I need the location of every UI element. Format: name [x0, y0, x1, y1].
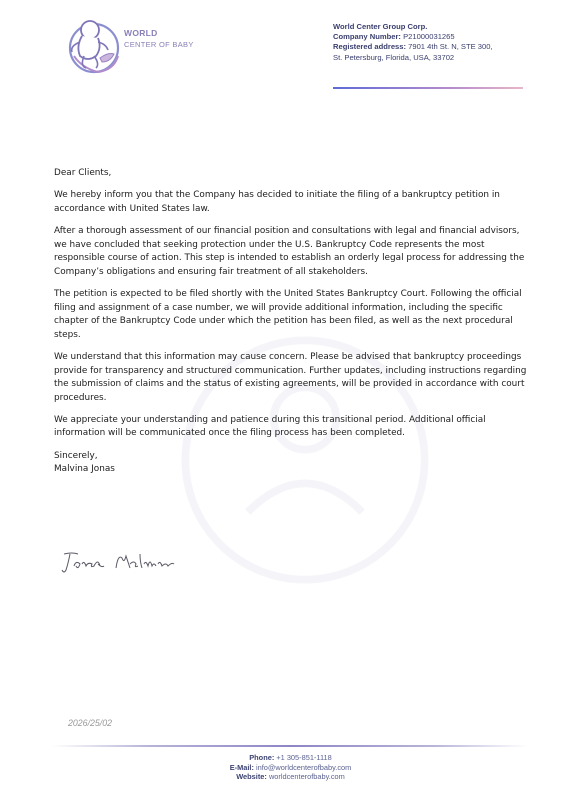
greeting: Dear Clients,	[54, 168, 112, 178]
email-link[interactable]: info@worldcenterofbaby.com	[256, 762, 352, 772]
paragraph-3: The petition is expected to be filed shortly with the United States Bankruptcy Court. Following the official filing and assignment of a case number, we will provide additional information, including the specific chapter of the Bankruptcy Code under which the petition has been filed, as well as the next procedural steps.	[54, 288, 522, 340]
paragraph-1: We hereby inform you that the Company has decided to initiate the filing of a bankruptcy petition in accordance with United States law.	[54, 190, 500, 214]
company-number-row	[333, 32, 493, 42]
company-number-label: Company Number:	[333, 32, 401, 42]
company-name: World Center Group Corp.	[333, 22, 428, 31]
website-link[interactable]: worldcenterofbaby.com	[268, 772, 345, 782]
company-number: P21000031265	[403, 32, 455, 42]
email-label: E-Mail:	[229, 762, 254, 772]
logo-line-2: CENTER OF BABY	[124, 40, 194, 49]
address-line-2: St. Petersburg, Florida, USA, 33702	[333, 52, 455, 62]
footer-phone-row	[0, 753, 581, 763]
footer-email-row	[0, 763, 581, 773]
logo-line-1: WORLD	[124, 28, 158, 38]
world-center-of-baby-logo-icon	[60, 12, 132, 78]
footer-divider	[52, 745, 528, 747]
website-label: Website:	[236, 772, 267, 782]
phone-label: Phone:	[249, 753, 275, 762]
letter-date: 2026/25/02	[68, 718, 113, 728]
company-info	[333, 22, 493, 63]
footer-contact	[0, 753, 581, 782]
signatory-name: Malvina Jonas	[54, 464, 115, 475]
paragraph-5: We appreciate your understanding and patience during this transitional period. Additional official information will be communicated once the filing process has been completed.	[54, 414, 486, 439]
logo-wordmark	[124, 28, 194, 49]
header-divider	[333, 87, 523, 89]
handwritten-signature-icon	[58, 548, 198, 576]
closing: Sincerely,	[54, 450, 98, 461]
paragraph-2: After a thorough assessment of our financial position and consultations with legal and financial advisors, we have concluded that seeking protection under the U.S. Bankruptcy Code represents the most responsible course of action. This step is intended to establish an orderly legal process for addressing the Company’s obligations and ensuring fair treatment of all stakeholders.	[54, 225, 525, 277]
closing-block	[54, 450, 528, 477]
phone-number: +1 305-851-1118	[276, 753, 332, 762]
paragraph-4: We understand that this information may cause concern. Please be advised that bankruptcy proceedings provide for transparency and structured communication. Further updates, including instructions regarding the submission of claims and the status of existing agreements, will be provided in accordance with court procedures.	[54, 351, 527, 403]
letter-body	[54, 167, 528, 477]
address-label: Registered address:	[333, 42, 407, 52]
address-line-1: 7901 4th St. N, STE 300,	[408, 42, 493, 52]
footer-website-row	[0, 772, 581, 782]
address-row	[333, 42, 493, 52]
